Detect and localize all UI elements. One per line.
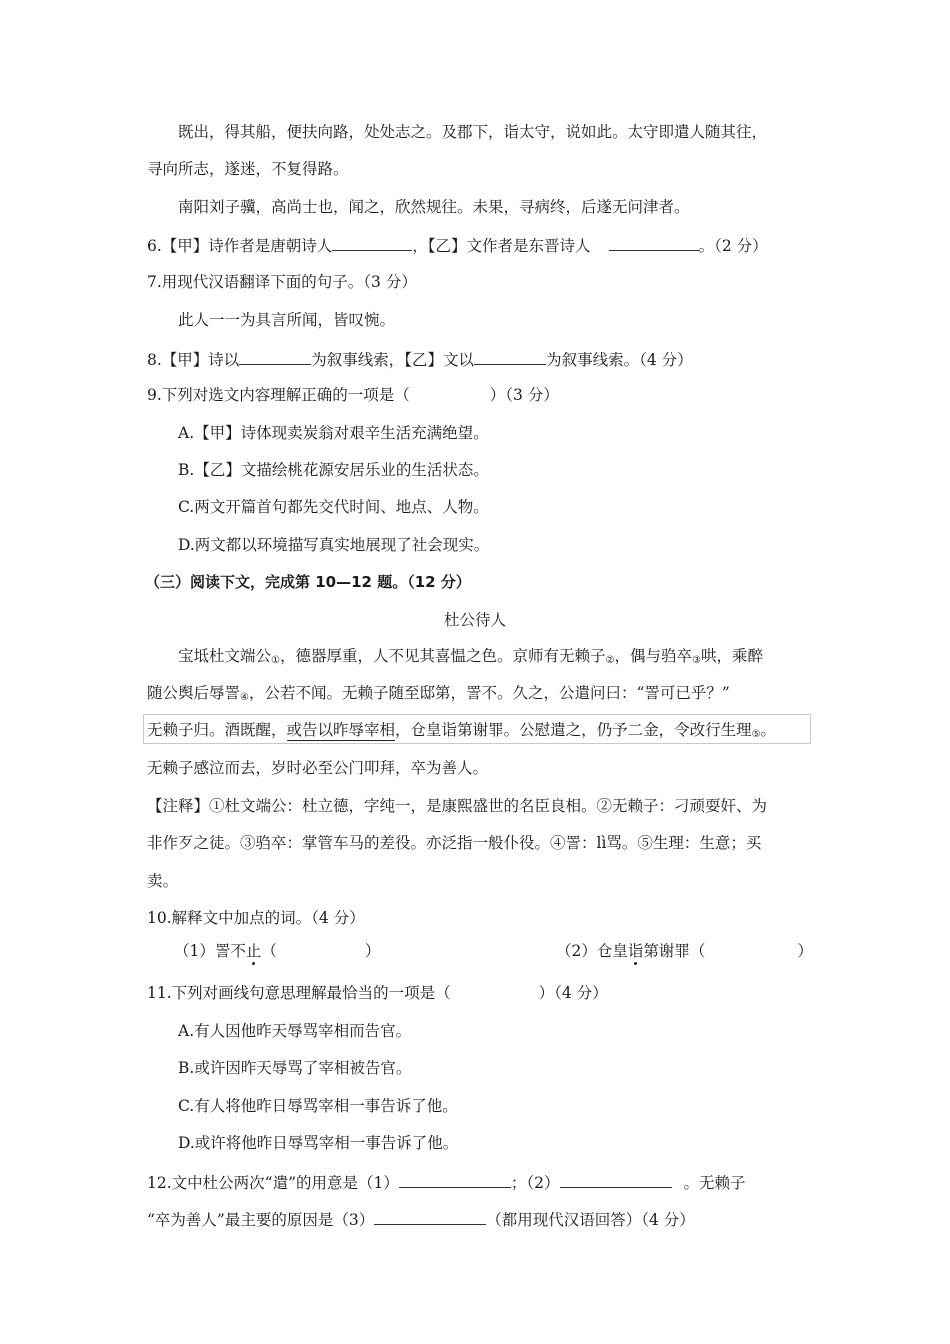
option-c[interactable]: C.有人将他昨日辱骂宰相一事告诉了他。 (178, 1097, 458, 1115)
answer-blank[interactable] (560, 1171, 672, 1188)
passage-text: 诣 (441, 721, 458, 739)
footnote-marker: ③ (691, 655, 701, 666)
question-10-stem: 10.解释文中加点的词。（4 分） (147, 909, 365, 927)
passage-text: 无赖子归。酒既醒， (147, 721, 287, 739)
question-6-text: ，【乙】文作者是东晋诗人 (412, 237, 591, 255)
option-b[interactable]: B.【乙】文描绘桃花源安居乐业的生活状态。 (178, 461, 489, 479)
question-11-text: 11.下列对画线句意思理解最恰当的一项是（ (147, 984, 451, 1002)
question-8-text: 为叙事线索，【乙】文以 (311, 351, 475, 369)
option-a[interactable]: A.有人因他昨天辱骂宰相而告官。 (178, 1022, 412, 1040)
question-7-stem: 7.用现代汉语翻译下面的句子。（3 分） (147, 273, 417, 291)
passage-text: 哄，乘醉 (700, 647, 763, 665)
passage-text: 。 (760, 721, 777, 739)
passage2-line (147, 720, 776, 745)
notes-line: 非作歹之徒。③驺卒：掌管车马的差役。亦泛指一般仆役。④詈：lì骂。⑤生理：生意；买 (147, 834, 762, 852)
footnote-marker: ① (271, 655, 280, 666)
question-9-score: ）（3 分） (489, 386, 559, 404)
option-b[interactable]: B.或许因昨天辱骂了宰相被告官。 (178, 1059, 412, 1077)
passage-text: 第谢罪。公慰遣之，仍予二金，令改行生理 (457, 721, 752, 739)
passage1-line: 南阳刘子骥，高尚士也，闻之，欣然规往。未果，寻病终，后遂无问津者。 (178, 198, 690, 216)
passage-text: ，仓皇 (395, 721, 442, 739)
passage-text: 。久之，公遣问曰：“詈可已乎？” (497, 684, 730, 702)
answer-blank[interactable] (239, 348, 311, 365)
question-10-item-1 (174, 941, 380, 961)
footnote-marker: ④ (240, 692, 249, 703)
footnote-marker: ⑤ (751, 729, 761, 740)
item-text: （ (261, 942, 277, 960)
item-text: （2）仓皇 (556, 942, 628, 960)
question-9-text: 9.下列对选文内容理解正确的一项是（ (147, 386, 410, 404)
passage-text: 随公舆后辱詈 (147, 684, 241, 702)
notes-line: 卖。 (147, 872, 179, 890)
option-c[interactable]: C.两文开篇首句都先交代时间、地点、人物。 (178, 498, 489, 516)
passage-text: ，德器厚重，人不见其喜愠之色。京师有无赖子 (279, 647, 606, 665)
question-12-text: “卒为善人”最主要的原因是（3） (147, 1211, 375, 1229)
footnote-marker: ② (605, 655, 615, 666)
item-text: ） (797, 942, 813, 960)
answer-blank[interactable] (399, 1171, 511, 1188)
answer-blank[interactable] (332, 234, 412, 251)
question-8-text: 8.【甲】诗以 (147, 351, 240, 369)
passage1-line: 寻向所志，遂迷，不复得路。 (147, 160, 349, 178)
passage-text: 宝坻杜文端公 (178, 647, 272, 665)
question-12-text: ；（2） (510, 1174, 560, 1192)
question-11-stem (147, 983, 608, 1003)
passage-title: 杜公待人 (444, 611, 507, 629)
question-8-score: 为叙事线索。（4 分） (546, 351, 693, 369)
question-12-text: 12.文中杜公两次“遣”的用意是（1） (147, 1174, 399, 1192)
notes-line: 【注释】①杜文端公：杜立德，字纯一，是康熙盛世的名臣良相。②无赖子：刁顽耍奸、为 (147, 797, 768, 815)
passage-text: ，公若不闻。无赖子随至邸第，詈不 (248, 684, 497, 702)
passage2-line (178, 646, 763, 671)
item-text: （1）詈不 (174, 942, 246, 960)
question-12-line (147, 1171, 746, 1193)
item-text: ） (364, 942, 381, 960)
question-12-line (147, 1208, 695, 1230)
question-8 (147, 348, 693, 370)
answer-blank[interactable] (374, 1208, 486, 1225)
passage2-line (147, 683, 730, 708)
passage-text: ，偶与驺卒 (614, 647, 692, 665)
dotted-word: 诣 (627, 942, 644, 960)
answer-blank[interactable] (474, 348, 546, 365)
item-text: 第谢罪（ (643, 942, 706, 960)
dotted-word: 止 (245, 942, 262, 960)
question-6-score: 。（2 分） (698, 237, 768, 255)
question-12-score: （都用现代汉语回答）（4 分） (486, 1211, 695, 1229)
passage2-line: 无赖子感泣而去，岁时必至公门叩拜，卒为善人。 (147, 759, 489, 777)
underlined-sentence: 或告以昨辱宰相 (286, 721, 396, 739)
option-a[interactable]: A.【甲】诗体现卖炭翁对艰辛生活充满绝望。 (178, 424, 489, 442)
answer-blank[interactable] (609, 234, 699, 251)
question-12-text: 。无赖子 (683, 1174, 746, 1192)
question-11-score: ）（4 分） (538, 984, 608, 1002)
question-9-stem (147, 385, 559, 405)
option-d[interactable]: D.两文都以环境描写真实地展现了社会现实。 (178, 536, 490, 554)
question-7-sentence: 此人一一为具言所闻，皆叹惋。 (178, 311, 396, 329)
question-6 (147, 234, 768, 256)
section-heading: （三）阅读下文，完成第 10—12 题。（12 分） (145, 573, 471, 591)
question-6-text: 6.【甲】诗作者是唐朝诗人 (147, 237, 333, 255)
passage1-line: 既出，得其船，便扶向路，处处志之。及郡下，诣太守，说如此。太守即遣人随其往， (178, 123, 768, 141)
option-d[interactable]: D.或许将他昨日辱骂宰相一事告诉了他。 (178, 1134, 459, 1152)
question-10-item-2 (556, 941, 813, 961)
